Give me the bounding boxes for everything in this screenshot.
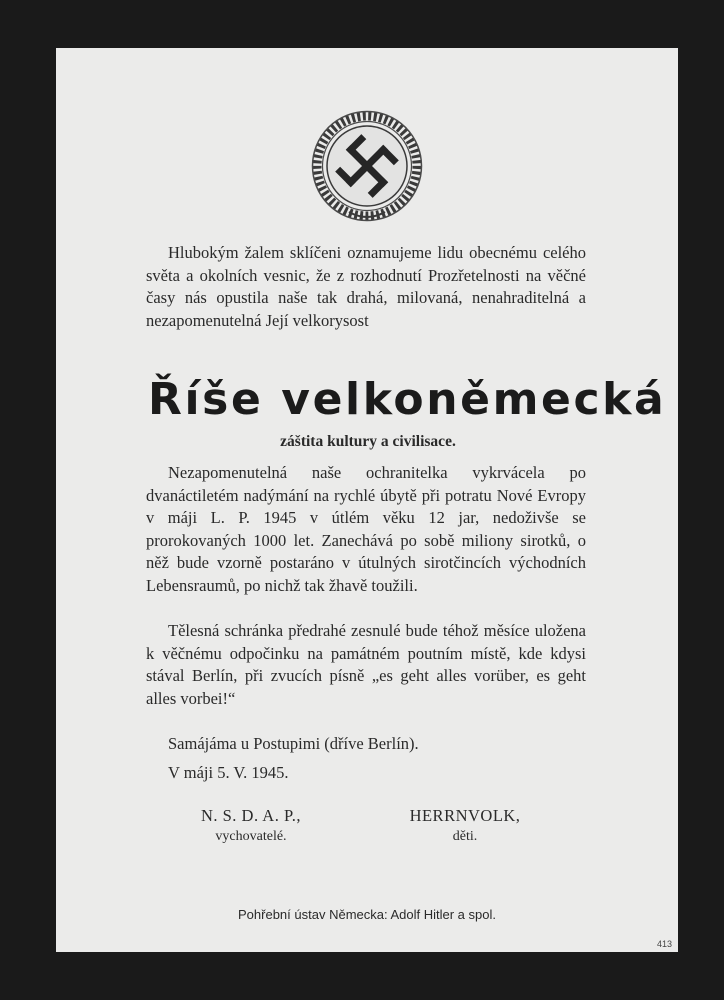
- place-line: Samájáma u Postupimi (dříve Berlín).: [168, 734, 419, 753]
- swastika-wreath-emblem-icon: [311, 110, 423, 222]
- burial-paragraph: Tělesná schránka předrahé zesnulé bude téhož měsíce uložena k věčnému odpočinku na památném poutním místě, kde kdysi stával Berlín, při zvucích písně „es geht alles vorüber, es geht alles vorbei!“: [146, 621, 586, 708]
- notice-subtitle: záštita kultury a civilisace.: [280, 433, 456, 450]
- date-line: V máji 5. V. 1945.: [168, 763, 289, 782]
- footer-line: Pohřební ústav Německa: Adolf Hitler a spol.: [238, 907, 496, 922]
- signature-left: [176, 805, 326, 847]
- signature-role: děti.: [452, 829, 478, 844]
- announcement-paragraph: Hlubokým žalem sklíčeni oznamujeme lidu obecnému celého světa a okolních vesnic, že z rozhodnutí Prozřetelnosti na věčné časy nás opustila naše tak drahá, milovaná, nenahraditelná a nezapomenutelná Její velkorysost: [146, 243, 586, 330]
- page-number: 413: [656, 939, 672, 949]
- body-paragraph: Nezapomenutelná naše ochranitelka vykrvácela po dvanáctiletém nadýmání na rychlé úbytě při potratu Nové Evropy v máji L. P. 1945 v útlém věku 12 jar, nedoživše se prorokovaných 1000 let. Zanechává po sobě miliony sirotků, o něž bude vzorně postaráno v útulných sirotčincích východních Lebensraumů, po nichž tak žhavě toužili.: [146, 463, 586, 595]
- signature-name: HERRNVOLK,: [409, 806, 521, 825]
- notice-sheet: [56, 48, 678, 952]
- signature-right: [390, 805, 540, 847]
- notice-title: Říše velkoněmecká: [148, 374, 667, 425]
- signature-role: vychovatelé.: [215, 829, 287, 844]
- signature-name: N. S. D. A. P.,: [200, 806, 302, 825]
